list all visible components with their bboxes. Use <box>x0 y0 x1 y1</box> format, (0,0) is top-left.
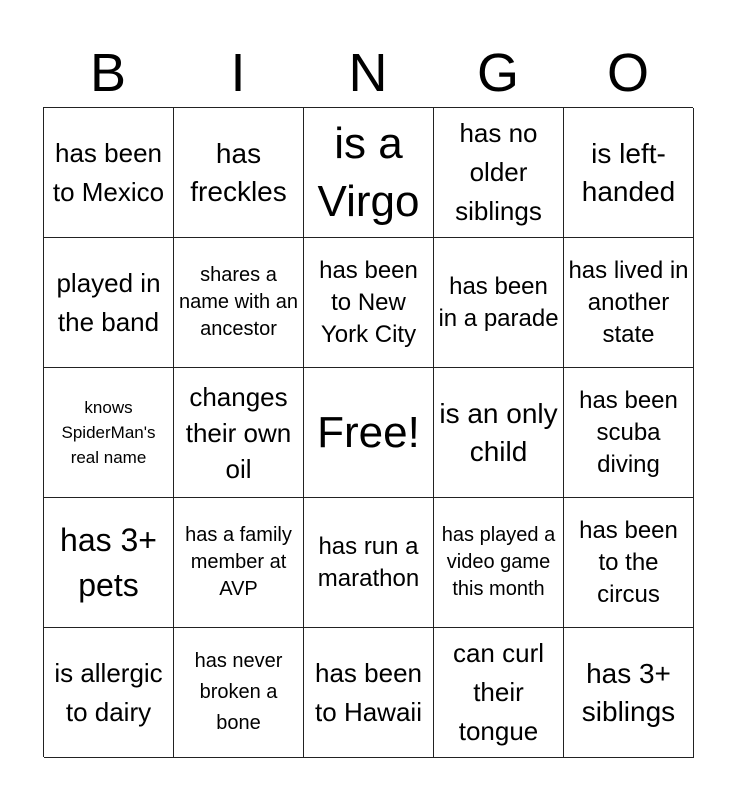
cell-text: is a Virgo <box>317 118 420 226</box>
cell-text: has been to the circus <box>579 516 678 608</box>
cell-text: shares a name with an ancestor <box>179 264 298 340</box>
cell-text: played in the band <box>56 267 161 337</box>
bingo-cell[interactable] <box>434 238 564 368</box>
cell-text: is an only child <box>439 397 558 467</box>
cell-text: has 3+ siblings <box>581 657 676 727</box>
cell-text: changes their own oil <box>185 381 292 484</box>
header-letter-g: G <box>476 43 519 103</box>
bingo-cell[interactable] <box>304 238 434 368</box>
header-letter-n: N <box>348 43 388 103</box>
bingo-cell[interactable] <box>174 108 304 238</box>
bingo-cell[interactable] <box>44 498 174 628</box>
bingo-cell[interactable] <box>564 628 694 758</box>
cell-text: has played a video game this month <box>441 524 556 600</box>
bingo-cell[interactable] <box>44 368 174 498</box>
bingo-cell[interactable] <box>44 108 174 238</box>
cell-text: has no older siblings <box>455 118 542 226</box>
bingo-cell[interactable] <box>434 498 564 628</box>
bingo-cell[interactable] <box>44 238 174 368</box>
cell-text: has run a marathon <box>317 532 420 592</box>
bingo-cell[interactable] <box>174 498 304 628</box>
header-letter-b: B <box>89 43 127 103</box>
bingo-cell[interactable] <box>304 498 434 628</box>
bingo-cell[interactable] <box>304 108 434 238</box>
bingo-cell[interactable] <box>44 628 174 758</box>
bingo-cell[interactable] <box>174 628 304 758</box>
header-letter-o: O <box>606 43 649 103</box>
bingo-cell[interactable] <box>304 628 434 758</box>
cell-text: has freckles <box>190 137 287 207</box>
bingo-cell[interactable] <box>564 238 694 368</box>
free-space-text: Free! <box>317 407 420 457</box>
cell-text: has been scuba diving <box>579 386 678 478</box>
cell-text: has 3+ pets <box>60 521 157 603</box>
cell-text: has a family member at AVP <box>185 524 292 600</box>
bingo-cell[interactable] <box>564 108 694 238</box>
bingo-cell[interactable] <box>434 368 564 498</box>
cell-text: is allergic to dairy <box>54 657 163 727</box>
cell-text: has been to Mexico <box>52 137 165 207</box>
cell-text: can curl their tongue <box>452 638 545 746</box>
bingo-cell[interactable] <box>434 628 564 758</box>
cell-text: has never broken a bone <box>194 650 283 734</box>
bingo-cell[interactable] <box>174 238 304 368</box>
bingo-cell-free[interactable] <box>304 368 434 498</box>
bingo-cell[interactable] <box>564 498 694 628</box>
header-letter-i: I <box>230 43 246 103</box>
cell-text: has been in a parade <box>438 272 559 332</box>
cell-text: has been to Hawaii <box>315 657 422 727</box>
bingo-header <box>43 40 693 106</box>
bingo-cell[interactable] <box>174 368 304 498</box>
cell-text: has lived in another state <box>568 256 689 348</box>
bingo-cell[interactable] <box>434 108 564 238</box>
cell-text: knows SpiderMan's real name <box>61 398 156 467</box>
bingo-cell[interactable] <box>564 368 694 498</box>
bingo-board <box>43 107 693 757</box>
cell-text: has been to New York City <box>319 256 418 348</box>
cell-text: is left-handed <box>581 137 676 207</box>
